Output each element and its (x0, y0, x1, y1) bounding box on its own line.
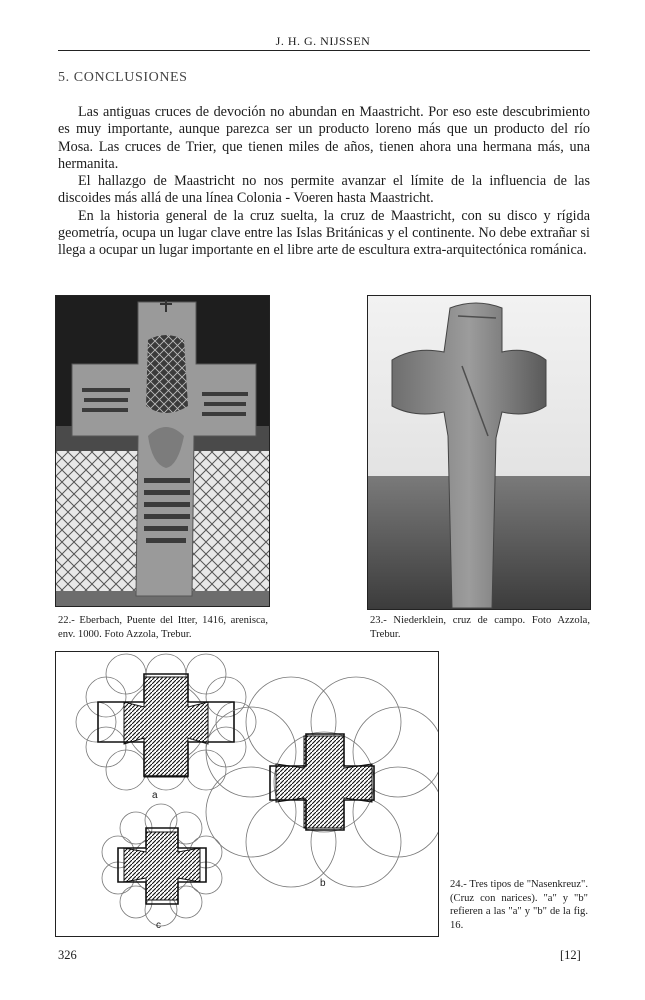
section-title: 5. CONCLUSIONES (58, 70, 188, 85)
paragraph-2: El hallazgo de Maastricht no nos permite avanzar el límite de la influencia de las discoides más allá de una línea Colonia - Voeren hasta Maastricht. (58, 173, 590, 207)
figure-22-photo (55, 295, 270, 607)
paragraph-1: Las antiguas cruces de devoción no abundan en Maastricht. Por eso este descubrimiento es muy importante, aunque parezca ser un producto loreno más que un producto del río Mosa. Las cruces de Trier, que tienen miles de años, tienen ahora una hermana más, una hermanita. (58, 104, 590, 172)
diagram-a-label: a (152, 790, 158, 801)
page-number: 326 (58, 948, 77, 962)
diagram-b-label: b (320, 878, 326, 889)
paragraph-3: En la historia general de la cruz suelta, la cruz de Maastricht, con su disco y rígida geometría, ocupa un lugar clave entre las Islas Británicas y el continente. No debe extrañar si llega a ocupar un lugar importante en el libre arte de escultura extra-arquitectónica románica. (58, 207, 590, 259)
diagram-c-label: c (156, 920, 161, 931)
body-text (58, 104, 590, 260)
eberbach-cross-image (56, 296, 269, 606)
section-number: [12] (560, 948, 581, 962)
header-rule (58, 50, 590, 51)
figure-24-caption: 24.- Tres tipos de "Nasenkreuz". (Cruz con narices). "a" y "b" refieren a las "a" y "b" de la fig. 16. (450, 879, 588, 931)
figure-22-caption: 22.- Eberbach, Puente del Itter, 1416, arenisca, env. 1000. Foto Azzola, Trebur. (58, 615, 268, 640)
running-head: J. H. G. NIJSSEN (275, 34, 371, 48)
figure-23-caption: 23.- Niederklein, cruz de campo. Foto Azzola, Trebur. (370, 615, 590, 640)
nasenkreuz-diagrams (56, 652, 438, 936)
figure-23-photo (367, 295, 591, 610)
figure-24-diagram (55, 651, 439, 937)
niederklein-cross-image (368, 296, 590, 609)
